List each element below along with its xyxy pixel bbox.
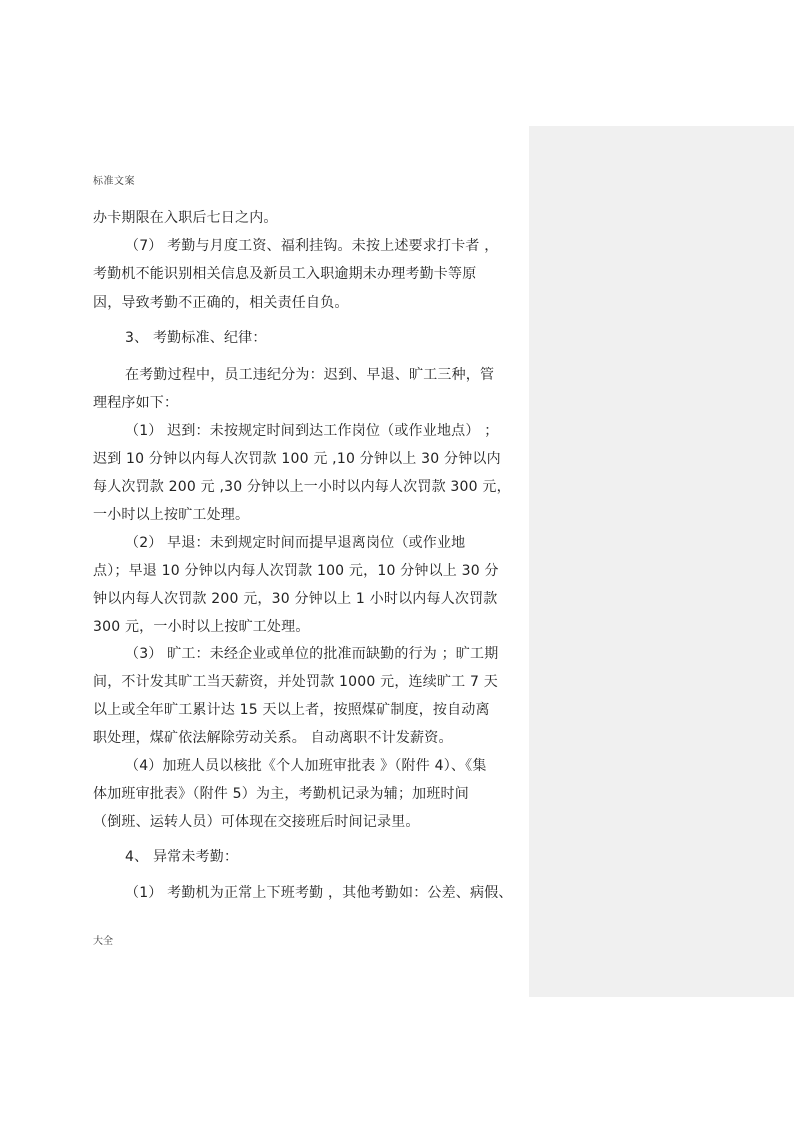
text-line: 迟到 10 分钟以内每人次罚款 100 元 ,10 分钟以上 30 分钟以内 bbox=[93, 451, 501, 467]
text-line: （2） 早退：未到规定时间而提早退离岗位（或作业地 bbox=[125, 535, 466, 551]
section-heading: 3、 考勤标准、纪律： bbox=[125, 330, 267, 346]
text-line: 300 元，一小时以上按旷工处理。 bbox=[93, 619, 310, 635]
text-line: （7） 考勤与月度工资、福利挂钩。未按上述要求打卡者 ， bbox=[125, 238, 499, 254]
page-footer: 大全 bbox=[93, 936, 113, 947]
text-line: （4）加班人员以核批《个人加班审批表 》（附件 4）、《集 bbox=[125, 758, 487, 774]
text-line: （1） 考勤机为正常上下班考勤 ，其他考勤如：公差、病假、 bbox=[125, 885, 513, 901]
text-line: 间，不计发其旷工当天薪资，并处罚款 1000 元，连续旷工 7 天 bbox=[93, 674, 498, 690]
text-line: 一小时以上按旷工处理。 bbox=[93, 507, 250, 523]
text-line: 以上或全年旷工累计达 15 天以上者，按照煤矿制度，按自动离 bbox=[93, 702, 490, 718]
text-line: （1） 迟到：未按规定时间到达工作岗位（或作业地点） ； bbox=[125, 423, 499, 439]
text-line: 体加班审批表》（附件 5）为主，考勤机记录为辅；加班时间 bbox=[93, 786, 469, 802]
text-line: 理程序如下： bbox=[93, 395, 179, 411]
text-line: 办卡期限在入职后七日之内。 bbox=[93, 210, 278, 226]
text-line: 在考勤过程中，员工违纪分为：迟到、早退、旷工三种，管 bbox=[125, 367, 495, 383]
comment-pane bbox=[529, 126, 794, 997]
text-line: 职处理，煤矿依法解除劳动关系。 自动离职不计发薪资。 bbox=[93, 730, 453, 746]
page-header: 标准文案 bbox=[93, 176, 135, 187]
text-line: 点）；早退 10 分钟以内每人次罚款 100 元，10 分钟以上 30 分 bbox=[93, 563, 499, 579]
text-line: 因，导致考勤不正确的，相关责任自负。 bbox=[93, 295, 349, 311]
text-line: （倒班、运转人员）可体现在交接班后时间记录里。 bbox=[93, 814, 420, 830]
section-heading: 4、 异常未考勤： bbox=[125, 849, 239, 865]
text-line: （3） 旷工：未经企业或单位的批准而缺勤的行为 ；旷工期 bbox=[125, 646, 499, 662]
text-line: 钟以内每人次罚款 200 元，30 分钟以上 1 小时以内每人次罚款 bbox=[93, 591, 498, 607]
text-line: 考勤机不能识别相关信息及新员工入职逾期未办理考勤卡等原 bbox=[93, 266, 477, 282]
text-line: 每人次罚款 200 元 ,30 分钟以上一小时以内每人次罚款 300 元， bbox=[93, 479, 511, 495]
